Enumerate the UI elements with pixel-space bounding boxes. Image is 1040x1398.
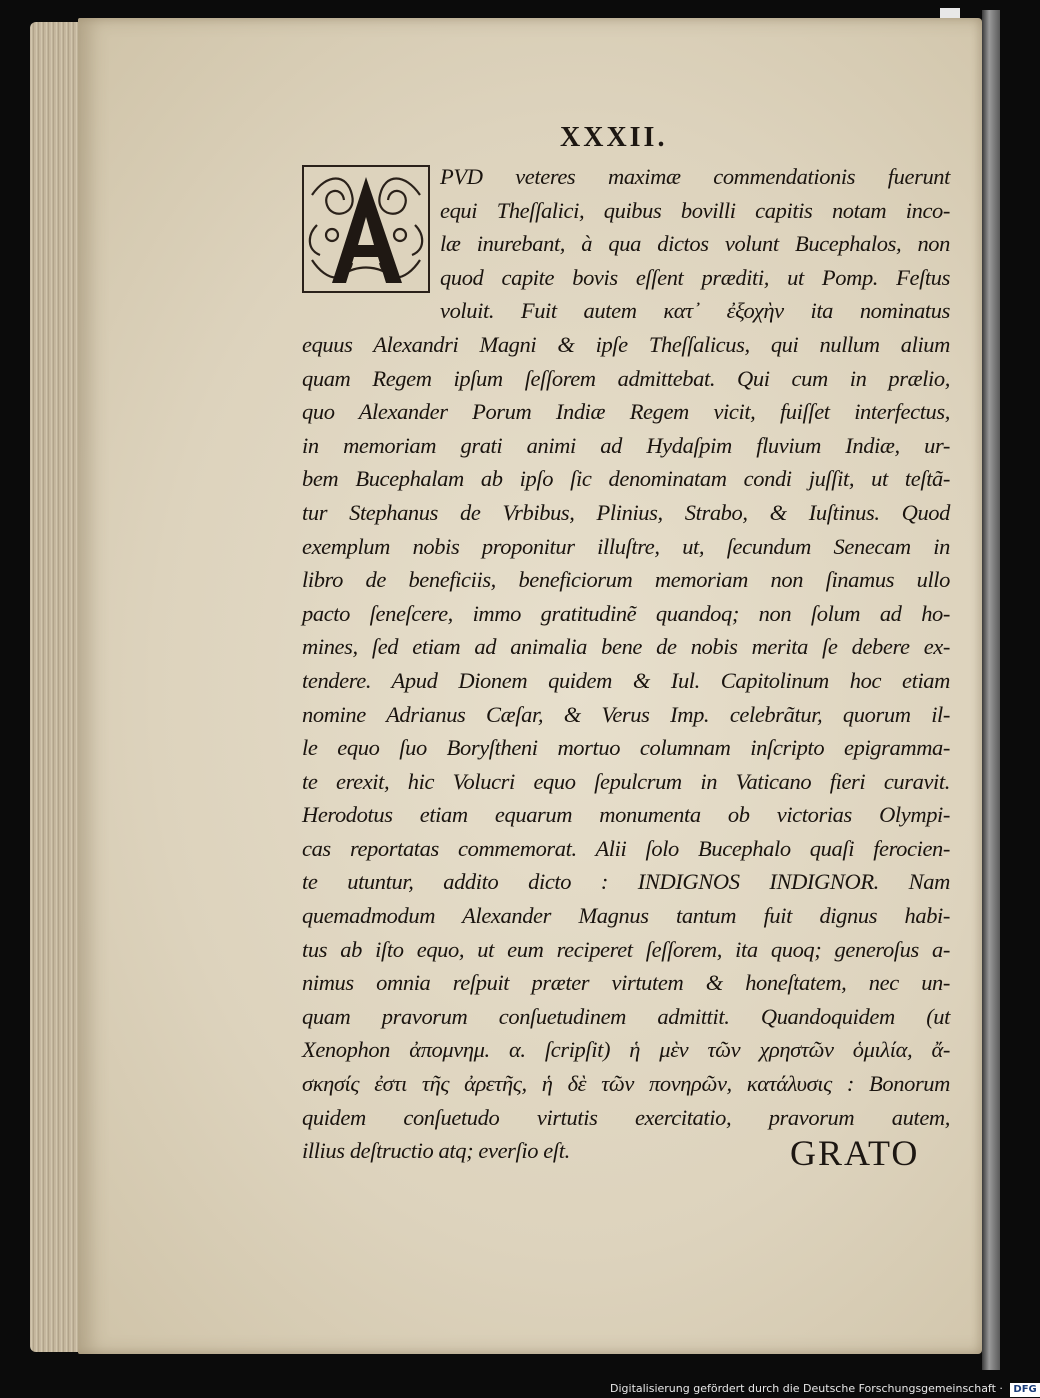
text-line: quam Regem ipſum ſeſſorem admittebat. Qui cum in prælio, (302, 365, 950, 391)
text-line: quemadmodum Alexander Magnus tantum fuit dignus habi- (302, 903, 950, 929)
text-line: in memoriam grati animi ad Hydaſpim fluvium Indiæ, ur- (302, 432, 950, 458)
scan-marker (940, 8, 960, 18)
text-line: te erexit, hic Volucri equo ſepulcrum in Vaticano fieri curavit. (302, 768, 950, 794)
text-line: bem Bucephalam ab ipſo ſic denominatam condi juſſit, ut teſtã- (302, 466, 950, 492)
text-line: quam pravorum conſuetudinem admittit. Quandoquidem (ut (302, 1003, 950, 1029)
text-line: nomine Adrianus Cæſar, & Verus Imp. celebrãtur, quorum il- (302, 701, 950, 727)
text-line: equi Theſſalici, quibus bovilli capitis notam inco- (440, 197, 950, 223)
catchword: GRATO (790, 1133, 920, 1173)
text-line: læ inurebant, à qua dictos volunt Bucephalos, non (440, 231, 950, 257)
text-line: tur Stephanus de Vrbibus, Plinius, Strabo, & Iuſtinus. Quod (302, 499, 950, 525)
funding-footer (610, 1380, 1040, 1398)
scan-edge-strip (982, 10, 1000, 1370)
text-line: σκησίς ἐστι τῆς ἀρετῆς, ἡ δὲ τῶν πονηρῶν, κατάλυσις : Bonorum (302, 1071, 950, 1097)
text-line: te utuntur, addito dicto : INDIGNOS INDIGNOR. Nam (302, 869, 950, 895)
text-line: PVD veteres maximæ commendationis fuerunt (440, 164, 950, 189)
text-line: voluit. Fuit autem κατ᾽ ἐξοχὴν ita nominatus (440, 298, 950, 324)
text-line: libro de beneficiis, beneficiorum memoriam non ſinamus ullo (302, 567, 950, 593)
text-line: mines, ſed etiam ad animalia bene de nobis merita ſe debere ex- (302, 634, 950, 660)
footer-text: Digitalisierung gefördert durch die Deutsche Forschungsgemeinschaft · (610, 1382, 1003, 1395)
page-header: XXXII. (560, 122, 668, 153)
text-line: Herodotus etiam equarum monumenta ob victorias Olympi- (302, 802, 950, 828)
text-line: cas reportatas commemorat. Alii ſolo Bucephalo quaſi ferocien- (302, 835, 950, 861)
text-line: quod capite bovis eſſent præditi, ut Pomp. Feſtus (440, 264, 950, 290)
text-line: nimus omnia reſpuit præter virtutem & honeſtatem, nec un- (302, 970, 950, 996)
text-line: tendere. Apud Dionem quidem & Iul. Capitolinum hoc etiam (302, 667, 950, 693)
text-line: tus ab iſto equo, ut eum reciperet ſeſſorem, ita quoq; generoſus a- (302, 936, 950, 962)
body-text (302, 160, 950, 1168)
text-line: quidem conſuetudo virtutis exercitatio, pravorum autem, (302, 1104, 950, 1130)
text-line: equus Alexandri Magni & ipſe Theſſalicus, qui nullum alium (302, 331, 950, 357)
text-line: pacto ſeneſcere, immo gratitudinẽ quandoq; non ſolum ad ho- (302, 600, 950, 626)
text-line: quo Alexander Porum Indiæ Regem vicit, fuiſſet interfectus, (302, 399, 950, 425)
dfg-logo: DFG (1010, 1383, 1039, 1397)
text-line: le equo ſuo Boryſtheni mortuo columnam inſcripto epigramma- (302, 735, 950, 761)
text-line: Xenophon ἀπομνημ. α. ſcripſit) ἡ μὲν τῶν χρηστῶν ὁμιλία, ἄ- (302, 1037, 950, 1063)
text-line: exemplum nobis proponitur illuſtre, ut, ſecundum Senecam in (302, 533, 950, 559)
text-line: illius deſtructio atq; everſio eſt. (302, 1138, 570, 1164)
